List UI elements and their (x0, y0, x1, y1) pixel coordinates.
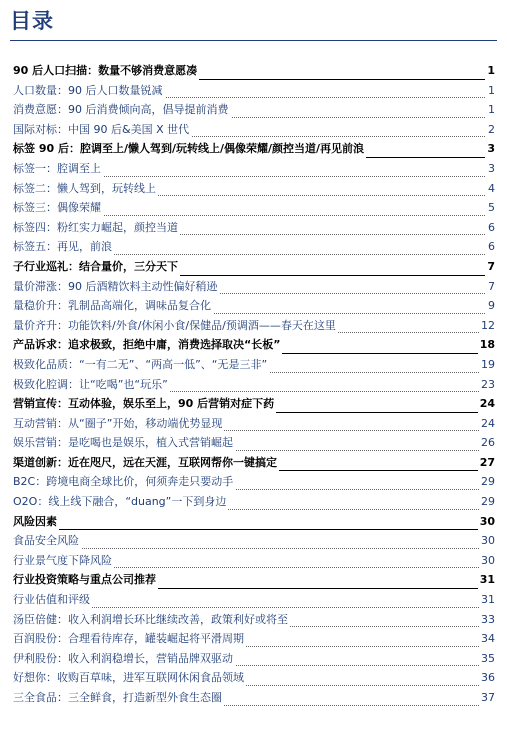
toc-entry-title: 渠道创新：近在咫尺，远在天涯，互联网帮你一键搞定 (13, 454, 279, 472)
toc-subsection-entry[interactable] (13, 278, 495, 298)
toc-page-number: 6 (486, 219, 495, 237)
toc-subsection-entry[interactable] (13, 630, 495, 650)
toc-subsection-entry[interactable] (13, 532, 495, 552)
toc-entry-title: 标签三：偶像荣耀 (13, 199, 103, 217)
toc-entry-title: 风险因素 (13, 513, 59, 531)
toc-subsection-entry[interactable] (13, 552, 495, 572)
toc-subsection-entry[interactable] (13, 317, 495, 337)
toc-subsection-entry[interactable] (13, 415, 495, 435)
toc-entry-title: 标签四：粉红实力崛起，颜控当道 (13, 219, 180, 237)
toc-entry-title: 子行业巡礼：结合量价，三分天下 (13, 258, 180, 276)
toc-entry-title: 人口数量：90 后人口数量锐减 (13, 82, 165, 100)
toc-entry-title: 量价齐升：功能饮料/外食/休闲小食/保健品/预调酒——春天在这里 (13, 317, 338, 335)
toc-subsection-entry[interactable] (13, 297, 495, 317)
toc-page-number: 19 (479, 356, 495, 374)
toc-page-number: 4 (486, 180, 495, 198)
toc-page-number: 31 (479, 591, 495, 609)
toc-page-number: 33 (479, 611, 495, 629)
toc-entry-title: 汤臣倍健：收入利润增长环比继续改善，政策利好或将至 (13, 611, 290, 629)
toc-page-number: 9 (486, 297, 495, 315)
toc-entry-title: O2O：线上线下融合，“duang”一下到身边 (13, 493, 228, 511)
toc-page-number: 24 (479, 415, 495, 433)
toc-entry-title: 标签五：再见，前浪 (13, 238, 114, 256)
table-of-contents (13, 62, 495, 709)
toc-page-number: 29 (479, 473, 495, 491)
toc-page-number: 6 (486, 238, 495, 256)
toc-section-entry[interactable] (13, 454, 495, 474)
toc-page-number: 37 (479, 689, 495, 707)
toc-page-number: 1 (486, 101, 495, 119)
toc-subsection-entry[interactable] (13, 219, 495, 239)
toc-entry-title: 90 后人口扫描：数量不够消费意愿凑 (13, 62, 199, 80)
toc-subsection-entry[interactable] (13, 473, 495, 493)
title-divider (10, 40, 497, 41)
toc-subsection-entry[interactable] (13, 689, 495, 709)
toc-entry-title: 百润股份：合理看待库存，罐装崛起将平滑周期 (13, 630, 246, 648)
toc-page-number: 36 (479, 669, 495, 687)
toc-entry-title: 标签一：腔调至上 (13, 160, 103, 178)
toc-entry-title: 量价滞涨：90 后酒精饮料主动性偏好稍逊 (13, 278, 220, 296)
toc-subsection-entry[interactable] (13, 180, 495, 200)
toc-subsection-entry[interactable] (13, 650, 495, 670)
toc-entry-title: 量稳价升：乳制品高端化，调味品复合化 (13, 297, 213, 315)
toc-section-entry[interactable] (13, 395, 495, 415)
toc-page-number: 26 (479, 434, 495, 452)
toc-subsection-entry[interactable] (13, 611, 495, 631)
toc-entry-title: 标签 90 后：腔调至上/懒人驾到/玩转线上/偶像荣耀/颜控当道/再见前浪 (13, 140, 366, 158)
toc-subsection-entry[interactable] (13, 493, 495, 513)
toc-page-number: 12 (479, 317, 495, 335)
toc-entry-title: 产品诉求：追求极致，拒绝中庸，消费选择取决“长板” (13, 336, 282, 354)
toc-section-entry[interactable] (13, 336, 495, 356)
toc-entry-title: B2C：跨境电商全球比价，何须奔走只要动手 (13, 473, 235, 491)
toc-entry-title: 国际对标：中国 90 后&美国 X 世代 (13, 121, 191, 139)
toc-page-number: 18 (478, 336, 495, 354)
toc-page-number: 3 (485, 140, 495, 158)
toc-section-entry[interactable] (13, 62, 495, 82)
toc-entry-title: 食品安全风险 (13, 532, 81, 550)
toc-page-number: 30 (479, 532, 495, 550)
toc-subsection-entry[interactable] (13, 121, 495, 141)
toc-page-number: 3 (486, 160, 495, 178)
toc-entry-title: 消费意愿：90 后消费倾向高，倡导提前消费 (13, 101, 231, 119)
toc-page-number: 34 (479, 630, 495, 648)
toc-subsection-entry[interactable] (13, 376, 495, 396)
toc-page-number: 31 (478, 571, 495, 589)
toc-section-entry[interactable] (13, 571, 495, 591)
toc-entry-title: 娱乐营销：是吃喝也是娱乐，植入式营销崛起 (13, 434, 235, 452)
toc-entry-title: 极致化腔调：让“吃喝”也“玩乐” (13, 376, 170, 394)
toc-entry-title: 营销宣传：互动体验，娱乐至上，90 后营销对症下药 (13, 395, 276, 413)
toc-page-number: 2 (486, 121, 495, 139)
toc-entry-title: 行业投资策略与重点公司推荐 (13, 571, 158, 589)
toc-page-number: 27 (478, 454, 495, 472)
toc-page-number: 23 (479, 376, 495, 394)
toc-page-number: 29 (479, 493, 495, 511)
toc-entry-title: 行业景气度下降风险 (13, 552, 114, 570)
page-title: 目录 (10, 9, 54, 33)
toc-page-number: 7 (486, 278, 495, 296)
toc-leader-line (13, 548, 495, 549)
toc-subsection-entry[interactable] (13, 101, 495, 121)
toc-page-number: 5 (486, 199, 495, 217)
toc-page-number: 24 (478, 395, 495, 413)
toc-subsection-entry[interactable] (13, 199, 495, 219)
toc-entry-title: 极致化品质：“一有二无”、“两高一低”、“无是三非” (13, 356, 269, 374)
toc-page-number: 7 (485, 258, 495, 276)
toc-page-number: 30 (479, 552, 495, 570)
toc-entry-title: 行业估值和评级 (13, 591, 92, 609)
toc-subsection-entry[interactable] (13, 434, 495, 454)
toc-entry-title: 标签二：懒人驾到，玩转线上 (13, 180, 158, 198)
toc-subsection-entry[interactable] (13, 356, 495, 376)
toc-page-number: 1 (485, 62, 495, 80)
toc-entry-title: 好想你：收购百草味，进军互联网休闲食品领域 (13, 669, 246, 687)
toc-page-number: 30 (478, 513, 495, 531)
toc-page-number: 1 (486, 82, 495, 100)
toc-entry-title: 互动营销：从“圈子”开始，移动端优势显现 (13, 415, 224, 433)
toc-section-entry[interactable] (13, 258, 495, 278)
toc-entry-title: 伊利股份：收入利润稳增长，营销品牌双驱动 (13, 650, 235, 668)
toc-subsection-entry[interactable] (13, 669, 495, 689)
toc-subsection-entry[interactable] (13, 82, 495, 102)
toc-subsection-entry[interactable] (13, 238, 495, 258)
toc-entry-title: 三全食品：三全鲜食，打造新型外食生态圈 (13, 689, 224, 707)
toc-leader-line (13, 529, 495, 530)
toc-subsection-entry[interactable] (13, 160, 495, 180)
toc-subsection-entry[interactable] (13, 591, 495, 611)
toc-section-entry[interactable] (13, 140, 495, 160)
toc-page-number: 35 (479, 650, 495, 668)
toc-section-entry[interactable] (13, 513, 495, 533)
